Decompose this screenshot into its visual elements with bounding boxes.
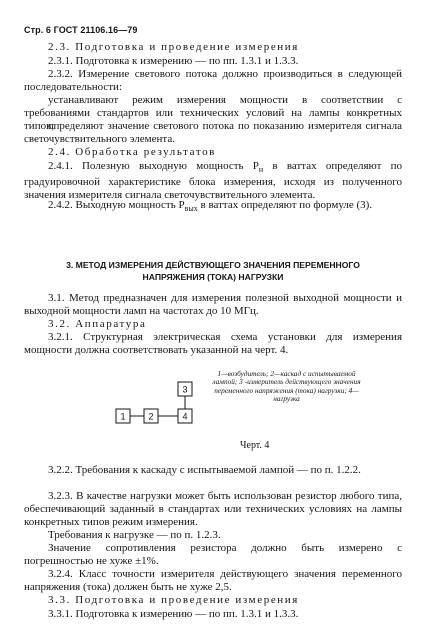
subscript-vyh: вых bbox=[184, 204, 198, 214]
block-1-label: 1 bbox=[120, 411, 126, 422]
text-2-4-1-start: 2.4.1. Полезную выходную мощность P bbox=[48, 160, 259, 172]
section-3-2-title: 3.2. Аппаратура bbox=[48, 318, 147, 330]
section-2-3-title: 2.3. Подготовка и проведение измерения bbox=[48, 41, 299, 53]
text-2-4-1-end: в ваттах определяют по градуировочной характеристике блока измерения, исходя из полученного значения измерителя сигнала светочувствительного элемента. bbox=[24, 160, 402, 202]
paragraph-3-3-1: 3.3.1. Подготовка к измерению — по пп. 1.3.1 и 1.3.3. bbox=[48, 608, 299, 620]
block-2-label: 2 bbox=[148, 411, 154, 422]
paragraph-resistance: Значение сопротивления резистора должно быть измерено с погрешностью не хуже ±1%. bbox=[24, 542, 402, 567]
section-3-3-title: 3.3. Подготовка и проведение измерения bbox=[48, 594, 299, 606]
paragraph-3-2-4: 3.2.4. Класс точности измерителя действующего значения переменного напряжения (тока) должен быть не хуже 2,5. bbox=[24, 568, 402, 593]
paragraph-set-mode: устанавливают режим измерения мощности в соответствии с требованиями стандартов или технических условий на лампы конкретных типов; bbox=[24, 94, 402, 132]
paragraph-determine-flux: определяют значение светового потока по показанию измерителя сигнала светочувствительного элемента. bbox=[24, 120, 402, 145]
paragraph-3-2-3: 3.2.3. В качестве нагрузки может быть использован резистор любого типа, обеспечивающий заданный в стандартах или технических условиях на лампы конкретных типов режим измерения. bbox=[24, 490, 402, 528]
figure-caption: Черт. 4 bbox=[240, 440, 270, 451]
block-3-label: 3 bbox=[182, 384, 188, 395]
block-4-label: 4 bbox=[182, 411, 188, 422]
paragraph-2-3-2: 2.3.2. Измерение светового потока должно производиться в следующей последовательности: bbox=[24, 68, 402, 93]
paragraph-3-2-1: 3.2.1. Структурная электрическая схема установки для измерения мощности должна соответствовать указанной на черт. 4. bbox=[24, 331, 402, 356]
section-2-4-title: 2.4. Обработка результатов bbox=[48, 146, 216, 158]
paragraph-3-2-2: 3.2.2. Требования к каскаду с испытываемой лампой — по п. 1.2.2. bbox=[48, 464, 361, 476]
paragraph-3-1: 3.1. Метод предназначен для измерения полезной выходной мощности и выходной мощности ламп на частотах до 10 МГц. bbox=[24, 292, 402, 317]
section-3-heading: 3. МЕТОД ИЗМЕРЕНИЯ ДЕЙСТВУЮЩЕГО ЗНАЧЕНИЯ ПЕРЕМЕННОГО НАПРЯЖЕНИЯ (ТОКА) НАГРУЗКИ bbox=[66, 260, 360, 282]
paragraph-load-requirements: Требования к нагрузке — по п. 1.2.3. bbox=[48, 529, 221, 541]
paragraph-2-3-1: 2.3.1. Подготовка к измерению — по пп. 1.3.1 и 1.3.3. bbox=[48, 55, 299, 67]
text-2-4-2-end: в ваттах определяют по формуле (3). bbox=[197, 199, 373, 211]
block-diagram bbox=[110, 378, 210, 448]
figure-legend: 1—возбудитель; 2—каскад с испытываемой лампой; 3 -измеритель действующего значения переменного напряжения (тока) нагрузки; 4—нагрузка bbox=[212, 369, 361, 404]
subscript-n: н bbox=[258, 165, 264, 175]
paragraph-2-4-1 bbox=[24, 160, 402, 202]
paragraph-2-4-2 bbox=[24, 199, 402, 215]
text-2-4-2-start: 2.4.2. Выходную мощность P bbox=[48, 199, 185, 211]
page-header: Стр. 6 ГОСТ 21106.16—79 bbox=[24, 25, 138, 35]
